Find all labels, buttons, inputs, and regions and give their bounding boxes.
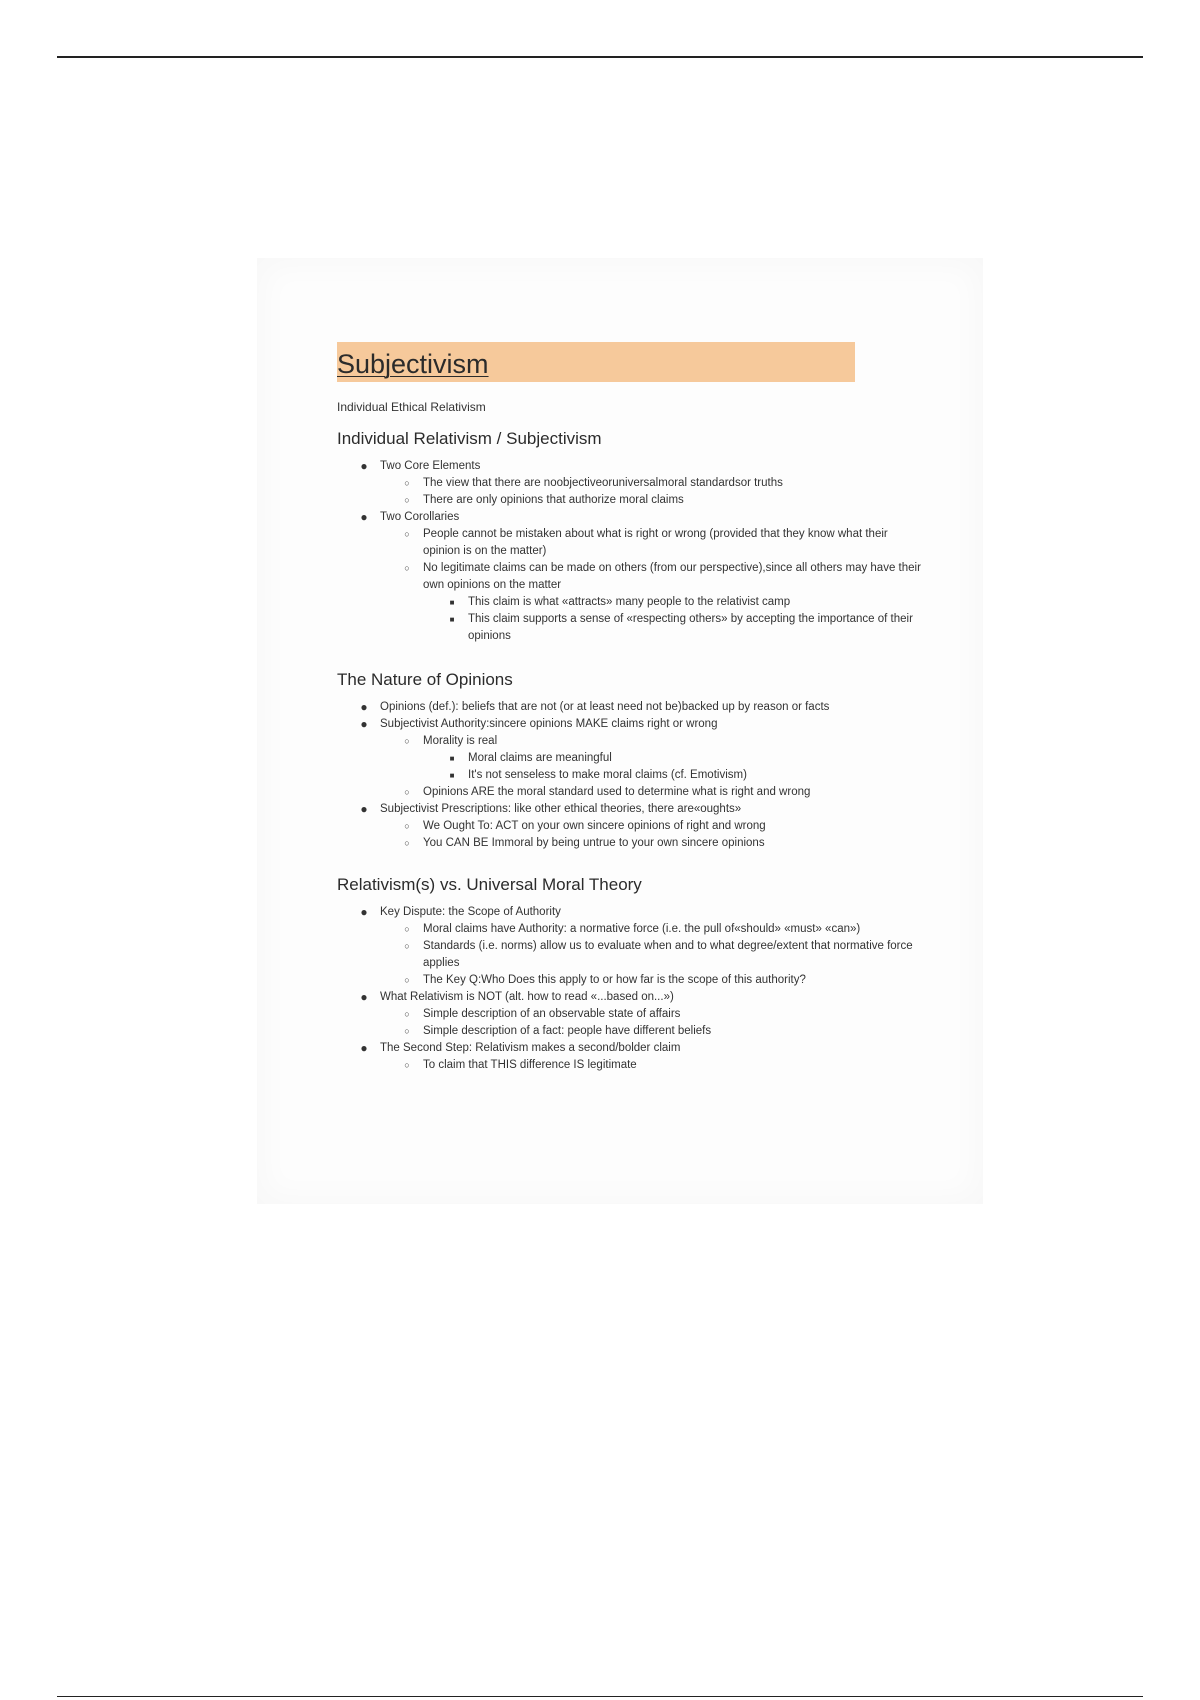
square-bullet-icon: ■ bbox=[449, 771, 455, 780]
list-item: ■ It's not senseless to make moral claims (cf. Emotivism) bbox=[423, 767, 927, 784]
list-item: ○ You CAN BE Immoral by being untrue to your own sincere opinions bbox=[380, 835, 927, 852]
list-item: ● Subjectivist Authority:sincere opinions MAKE claims right or wrong ○ Morality is real ■ Moral claims are meaningful ■ It's not senseless to make moral claims (cf. Emotivism) ○ Opinions ARE the moral standard used to determine what is right and wrong bbox=[337, 716, 927, 801]
bullet-icon: ● bbox=[360, 717, 368, 731]
circle-bullet-icon: ○ bbox=[404, 529, 410, 539]
circle-bullet-icon: ○ bbox=[404, 1060, 410, 1070]
list-item: ○ Opinions ARE the moral standard used to determine what is right and wrong bbox=[380, 784, 927, 801]
section-heading: Relativism(s) vs. Universal Moral Theory bbox=[337, 875, 642, 894]
list-item: ○ The Key Q:Who Does this apply to or how far is the scope of this authority? bbox=[380, 972, 927, 989]
bullet-icon: ● bbox=[360, 905, 368, 919]
list-item: ● What Relativism is NOT (alt. how to read «...based on...») ○ Simple description of an observable state of affairs ○ Simple description of a fact: people have different beliefs bbox=[337, 989, 927, 1040]
list-item: ○ There are only opinions that authorize moral claims bbox=[380, 492, 927, 509]
list-item: ○ No legitimate claims can be made on others (from our perspective),since all others may have their own opinions on the matter ■ This claim is what «attracts» many people to the relativist camp ■ This claim supports a sense of «respecting others» by accepting the importance of their opinions bbox=[380, 560, 927, 645]
list-item: ○ The view that there are noobjectiveoruniversalmoral standardsor truths bbox=[380, 475, 927, 492]
list-item: ○ Simple description of an observable state of affairs bbox=[380, 1006, 927, 1023]
section-relativism-vs-universal bbox=[337, 874, 927, 1074]
list-item: ○ We Ought To: ACT on your own sincere opinions of right and wrong bbox=[380, 818, 927, 835]
circle-bullet-icon: ○ bbox=[404, 821, 410, 831]
list-item: ● Subjectivist Prescriptions: like other ethical theories, there are«oughts» ○ We Ought To: ACT on your own sincere opinions of right and wrong ○ You CAN BE Immoral by being untrue to your own sincere opinions bbox=[337, 801, 927, 852]
list-item: ● The Second Step: Relativism makes a second/bolder claim ○ To claim that THIS difference IS legitimate bbox=[337, 1040, 927, 1074]
circle-bullet-icon: ○ bbox=[404, 924, 410, 934]
scanned-page bbox=[257, 258, 983, 1204]
circle-bullet-icon: ○ bbox=[404, 787, 410, 797]
circle-bullet-icon: ○ bbox=[404, 495, 410, 505]
list-item: ○ People cannot be mistaken about what is right or wrong (provided that they know what their opinion is on the matter) bbox=[380, 526, 927, 560]
list-item: ■ Moral claims are meaningful bbox=[423, 750, 927, 767]
bullet-list bbox=[337, 699, 927, 852]
square-bullet-icon: ■ bbox=[449, 598, 455, 607]
circle-bullet-icon: ○ bbox=[404, 975, 410, 985]
list-item: ○ To claim that THIS difference IS legitimate bbox=[380, 1057, 927, 1074]
list-item: ○ Morality is real ■ Moral claims are meaningful ■ It's not senseless to make moral claims (cf. Emotivism) bbox=[380, 733, 927, 784]
list-item: ● Two Corollaries ○ People cannot be mistaken about what is right or wrong (provided that they know what their opinion is on the matter) ○ No legitimate claims can be made on others (from our perspective),since all others may have their own opinions on the matter ■ This claim is what «attracts» many people to the relativist camp ■ This claim supports a sense of «respecting others» by accepting the importance of their opinions bbox=[337, 509, 927, 645]
bullet-list bbox=[337, 904, 927, 1074]
bullet-icon: ● bbox=[360, 510, 368, 524]
bullet-icon: ● bbox=[360, 700, 368, 714]
circle-bullet-icon: ○ bbox=[404, 736, 410, 746]
bullet-icon: ● bbox=[360, 990, 368, 1004]
section-subjectivism bbox=[337, 428, 927, 645]
section-heading: The Nature of Opinions bbox=[337, 670, 513, 689]
top-rule bbox=[57, 56, 1143, 58]
page-title: Subjectivism bbox=[337, 349, 489, 379]
bullet-icon: ● bbox=[360, 1041, 368, 1055]
bullet-icon: ● bbox=[360, 459, 368, 473]
circle-bullet-icon: ○ bbox=[404, 838, 410, 848]
circle-bullet-icon: ○ bbox=[404, 1026, 410, 1036]
section-nature-of-opinions bbox=[337, 669, 927, 852]
circle-bullet-icon: ○ bbox=[404, 478, 410, 488]
bullet-list bbox=[337, 458, 927, 645]
list-item: ○ Simple description of a fact: people have different beliefs bbox=[380, 1023, 927, 1040]
square-bullet-icon: ■ bbox=[449, 754, 455, 763]
square-bullet-icon: ■ bbox=[449, 615, 455, 624]
list-item: ■ This claim is what «attracts» many people to the relativist camp bbox=[423, 594, 927, 611]
section-heading: Individual Relativism / Subjectivism bbox=[337, 429, 602, 448]
list-item: ● Opinions (def.): beliefs that are not (or at least need not be)backed up by reason or facts bbox=[360, 700, 830, 714]
list-item: ● Two Core Elements ○ The view that there are noobjectiveoruniversalmoral standardsor truths ○ There are only opinions that authorize moral claims bbox=[337, 458, 927, 509]
list-item: ● Key Dispute: the Scope of Authority ○ Moral claims have Authority: a normative force (i.e. the pull of«should» «must» «can») ○ Standards (i.e. norms) allow us to evaluate when and to what degree/extent that normative force applies ○ The Key Q:Who Does this apply to or how far is the scope of this authority? bbox=[337, 904, 927, 989]
circle-bullet-icon: ○ bbox=[404, 941, 410, 951]
page-subtitle: Individual Ethical Relativism bbox=[337, 400, 486, 414]
bullet-icon: ● bbox=[360, 802, 368, 816]
circle-bullet-icon: ○ bbox=[404, 1009, 410, 1019]
list-item: ■ This claim supports a sense of «respecting others» by accepting the importance of their opinions bbox=[423, 611, 927, 645]
bottom-rule bbox=[57, 1696, 1143, 1697]
list-item: ○ Moral claims have Authority: a normative force (i.e. the pull of«should» «must» «can») bbox=[380, 921, 927, 938]
circle-bullet-icon: ○ bbox=[404, 563, 410, 573]
list-item: ○ Standards (i.e. norms) allow us to evaluate when and to what degree/extent that normative force applies bbox=[380, 938, 927, 972]
